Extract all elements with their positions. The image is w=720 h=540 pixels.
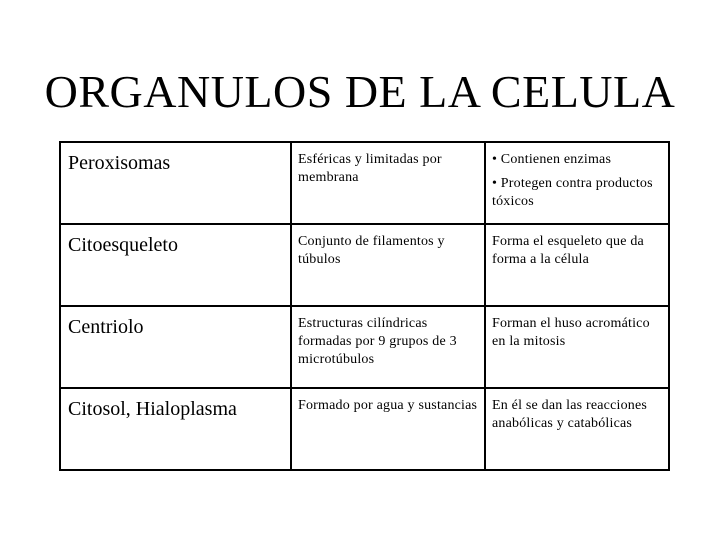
organelle-name: Peroxisomas [60,142,291,224]
function-line: • Contienen enzimas [492,152,612,167]
organelle-function [485,224,669,306]
table-row [60,142,669,224]
table-row [60,306,669,388]
function-line: • Protegen contra productos tóxicos [492,176,653,209]
table-row [60,388,669,470]
organelle-description: Esféricas y limitadas por membrana [291,142,485,224]
organelle-description: Formado por agua y sustancias [291,388,485,470]
slide-title: ORGANULOS DE LA CELULA [44,66,676,117]
organelle-function [485,142,669,224]
organelle-function [485,388,669,470]
function-line: Forma el esqueleto que da forma a la célula [492,234,644,267]
organelle-name: Centriolo [60,306,291,388]
function-line: En él se dan las reacciones anabólicas y catabólicas [492,398,648,431]
organelle-function [485,306,669,388]
organelle-description: Conjunto de filamentos y túbulos [291,224,485,306]
organelles-table [59,141,670,471]
organelle-description: Estructuras cilíndricas formadas por 9 grupos de 3 microtúbulos [291,306,485,388]
organelle-name: Citoesqueleto [60,224,291,306]
table-row [60,224,669,306]
function-line: Forman el huso acromático en la mitosis [492,316,650,349]
organelle-name: Citosol, Hialoplasma [60,388,291,470]
